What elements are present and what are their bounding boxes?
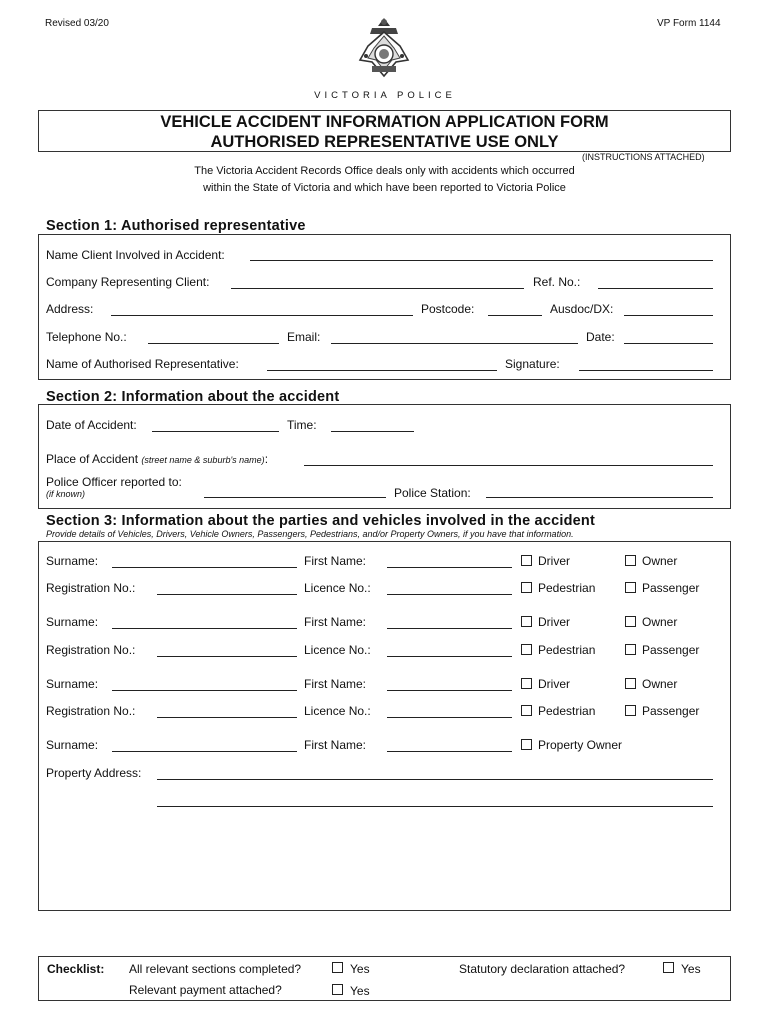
telephone-field[interactable] (148, 343, 279, 344)
first-name-label-3: First Name: (304, 677, 367, 691)
ausdoc-label: Ausdoc/DX: (550, 302, 614, 316)
first-name-field-4[interactable] (387, 751, 512, 752)
licence-field-2[interactable] (387, 656, 512, 657)
form-number: VP Form 1144 (657, 18, 721, 29)
driver-checkbox-1[interactable] (521, 555, 532, 566)
licence-field-1[interactable] (387, 594, 512, 595)
registration-label-2: Registration No.: (46, 643, 136, 657)
owner-label-3: Owner (642, 677, 678, 691)
place-label (46, 452, 268, 466)
registration-field-2[interactable] (157, 656, 297, 657)
first-name-field-2[interactable] (387, 628, 512, 629)
time-label: Time: (287, 418, 317, 432)
surname-field-3[interactable] (112, 690, 297, 691)
passenger-checkbox-3[interactable] (625, 705, 636, 716)
payment-checkbox[interactable] (332, 984, 343, 995)
section1-title: Section 1: Authorised representative (46, 218, 306, 234)
driver-checkbox-3[interactable] (521, 678, 532, 689)
place-note: (street name & suburb's name) (141, 455, 265, 465)
property-owner-label: Property Owner (538, 738, 623, 752)
intro-line-1: The Victoria Accident Records Office deals only with accidents which occurred (194, 165, 575, 177)
intro-line-2: within the State of Victoria and which have been reported to Victoria Police (203, 182, 566, 194)
statutory-yes: Yes (681, 962, 701, 976)
telephone-label: Telephone No.: (46, 330, 127, 344)
address-label: Address: (46, 302, 94, 316)
form-subtitle: AUTHORISED REPRESENTATIVE USE ONLY (210, 133, 559, 151)
registration-label-3: Registration No.: (46, 704, 136, 718)
property-owner-checkbox[interactable] (521, 739, 532, 750)
revised-date: Revised 03/20 (45, 18, 109, 29)
surname-label-3: Surname: (46, 677, 99, 691)
surname-field-2[interactable] (112, 628, 297, 629)
section3-box (38, 541, 731, 911)
passenger-label-3: Passenger (642, 704, 700, 718)
all-sections-label: All relevant sections completed? (129, 962, 302, 976)
pedestrian-label-3: Pedestrian (538, 704, 596, 718)
all-sections-checkbox[interactable] (332, 962, 343, 973)
surname-label-1: Surname: (46, 554, 99, 568)
first-name-field-1[interactable] (387, 567, 512, 568)
owner-checkbox-1[interactable] (625, 555, 636, 566)
first-name-field-3[interactable] (387, 690, 512, 691)
time-field[interactable] (331, 431, 414, 432)
pedestrian-checkbox-3[interactable] (521, 705, 532, 716)
address-field[interactable] (111, 315, 413, 316)
owner-label-1: Owner (642, 554, 678, 568)
licence-label-2: Licence No.: (304, 643, 371, 657)
property-address-field-2[interactable] (157, 806, 713, 807)
form-title: VEHICLE ACCIDENT INFORMATION APPLICATION FORM (160, 113, 609, 131)
checklist-label: Checklist: (47, 962, 105, 976)
driver-checkbox-2[interactable] (521, 616, 532, 627)
pedestrian-checkbox-2[interactable] (521, 644, 532, 655)
passenger-checkbox-2[interactable] (625, 644, 636, 655)
registration-field-1[interactable] (157, 594, 297, 595)
licence-label-3: Licence No.: (304, 704, 371, 718)
postcode-field[interactable] (488, 315, 542, 316)
driver-label-3: Driver (538, 677, 570, 691)
email-label: Email: (287, 330, 321, 344)
licence-field-3[interactable] (387, 717, 512, 718)
surname-field-4[interactable] (112, 751, 297, 752)
date-field[interactable] (624, 343, 713, 344)
auth-rep-label: Name of Authorised Representative: (46, 357, 239, 371)
section2-title: Section 2: Information about the accident (46, 389, 340, 405)
section3-subtitle: Provide details of Vehicles, Drivers, Vehicle Owners, Passengers, Pedestrians, and/or Property Owners, if you have that information. (46, 529, 574, 539)
email-field[interactable] (331, 343, 578, 344)
ref-no-label: Ref. No.: (533, 275, 581, 289)
payment-label: Relevant payment attached? (129, 983, 282, 997)
company-label: Company Representing Client: (46, 275, 210, 289)
first-name-label-1: First Name: (304, 554, 367, 568)
signature-field[interactable] (579, 370, 713, 371)
place-field[interactable] (304, 465, 713, 466)
date-accident-label: Date of Accident: (46, 418, 137, 432)
first-name-label-4: First Name: (304, 738, 367, 752)
place-label-text: Place of Accident (46, 452, 139, 466)
passenger-checkbox-1[interactable] (625, 582, 636, 593)
org-name: VICTORIA POLICE (314, 90, 456, 101)
officer-label: Police Officer reported to: (46, 475, 182, 489)
payment-yes: Yes (350, 984, 370, 998)
officer-field[interactable] (204, 497, 386, 498)
owner-checkbox-3[interactable] (625, 678, 636, 689)
passenger-label-2: Passenger (642, 643, 700, 657)
pedestrian-label-2: Pedestrian (538, 643, 596, 657)
statutory-label: Statutory declaration attached? (459, 962, 626, 976)
place-colon: : (264, 452, 269, 466)
pedestrian-checkbox-1[interactable] (521, 582, 532, 593)
date-label: Date: (586, 330, 615, 344)
officer-note: (if known) (46, 489, 86, 499)
section3-title: Section 3: Information about the parties and vehicles involved in the accident (46, 513, 595, 529)
ausdoc-field[interactable] (624, 315, 713, 316)
first-name-label-2: First Name: (304, 615, 367, 629)
victoria-police-crest-icon (356, 16, 412, 86)
driver-label-1: Driver (538, 554, 570, 568)
auth-rep-field[interactable] (267, 370, 497, 371)
instructions-note: (INSTRUCTIONS ATTACHED) (582, 152, 705, 162)
station-label: Police Station: (394, 486, 471, 500)
licence-label-1: Licence No.: (304, 581, 371, 595)
ref-no-field[interactable] (598, 288, 713, 289)
postcode-label: Postcode: (421, 302, 475, 316)
name-client-label: Name Client Involved in Accident: (46, 248, 225, 262)
surname-label-2: Surname: (46, 615, 99, 629)
surname-label-4: Surname: (46, 738, 99, 752)
statutory-checkbox[interactable] (663, 962, 674, 973)
passenger-label-1: Passenger (642, 581, 700, 595)
surname-field-1[interactable] (112, 567, 297, 568)
date-accident-field[interactable] (152, 431, 279, 432)
signature-label: Signature: (505, 357, 560, 371)
title-box (38, 110, 731, 152)
station-field[interactable] (486, 497, 713, 498)
owner-label-2: Owner (642, 615, 678, 629)
owner-checkbox-2[interactable] (625, 616, 636, 627)
registration-label-1: Registration No.: (46, 581, 136, 595)
property-address-field-1[interactable] (157, 779, 713, 780)
driver-label-2: Driver (538, 615, 570, 629)
registration-field-3[interactable] (157, 717, 297, 718)
all-sections-yes: Yes (350, 962, 370, 976)
property-address-label: Property Address: (46, 766, 142, 780)
name-client-field[interactable] (250, 260, 713, 261)
pedestrian-label-1: Pedestrian (538, 581, 596, 595)
company-field[interactable] (231, 288, 524, 289)
